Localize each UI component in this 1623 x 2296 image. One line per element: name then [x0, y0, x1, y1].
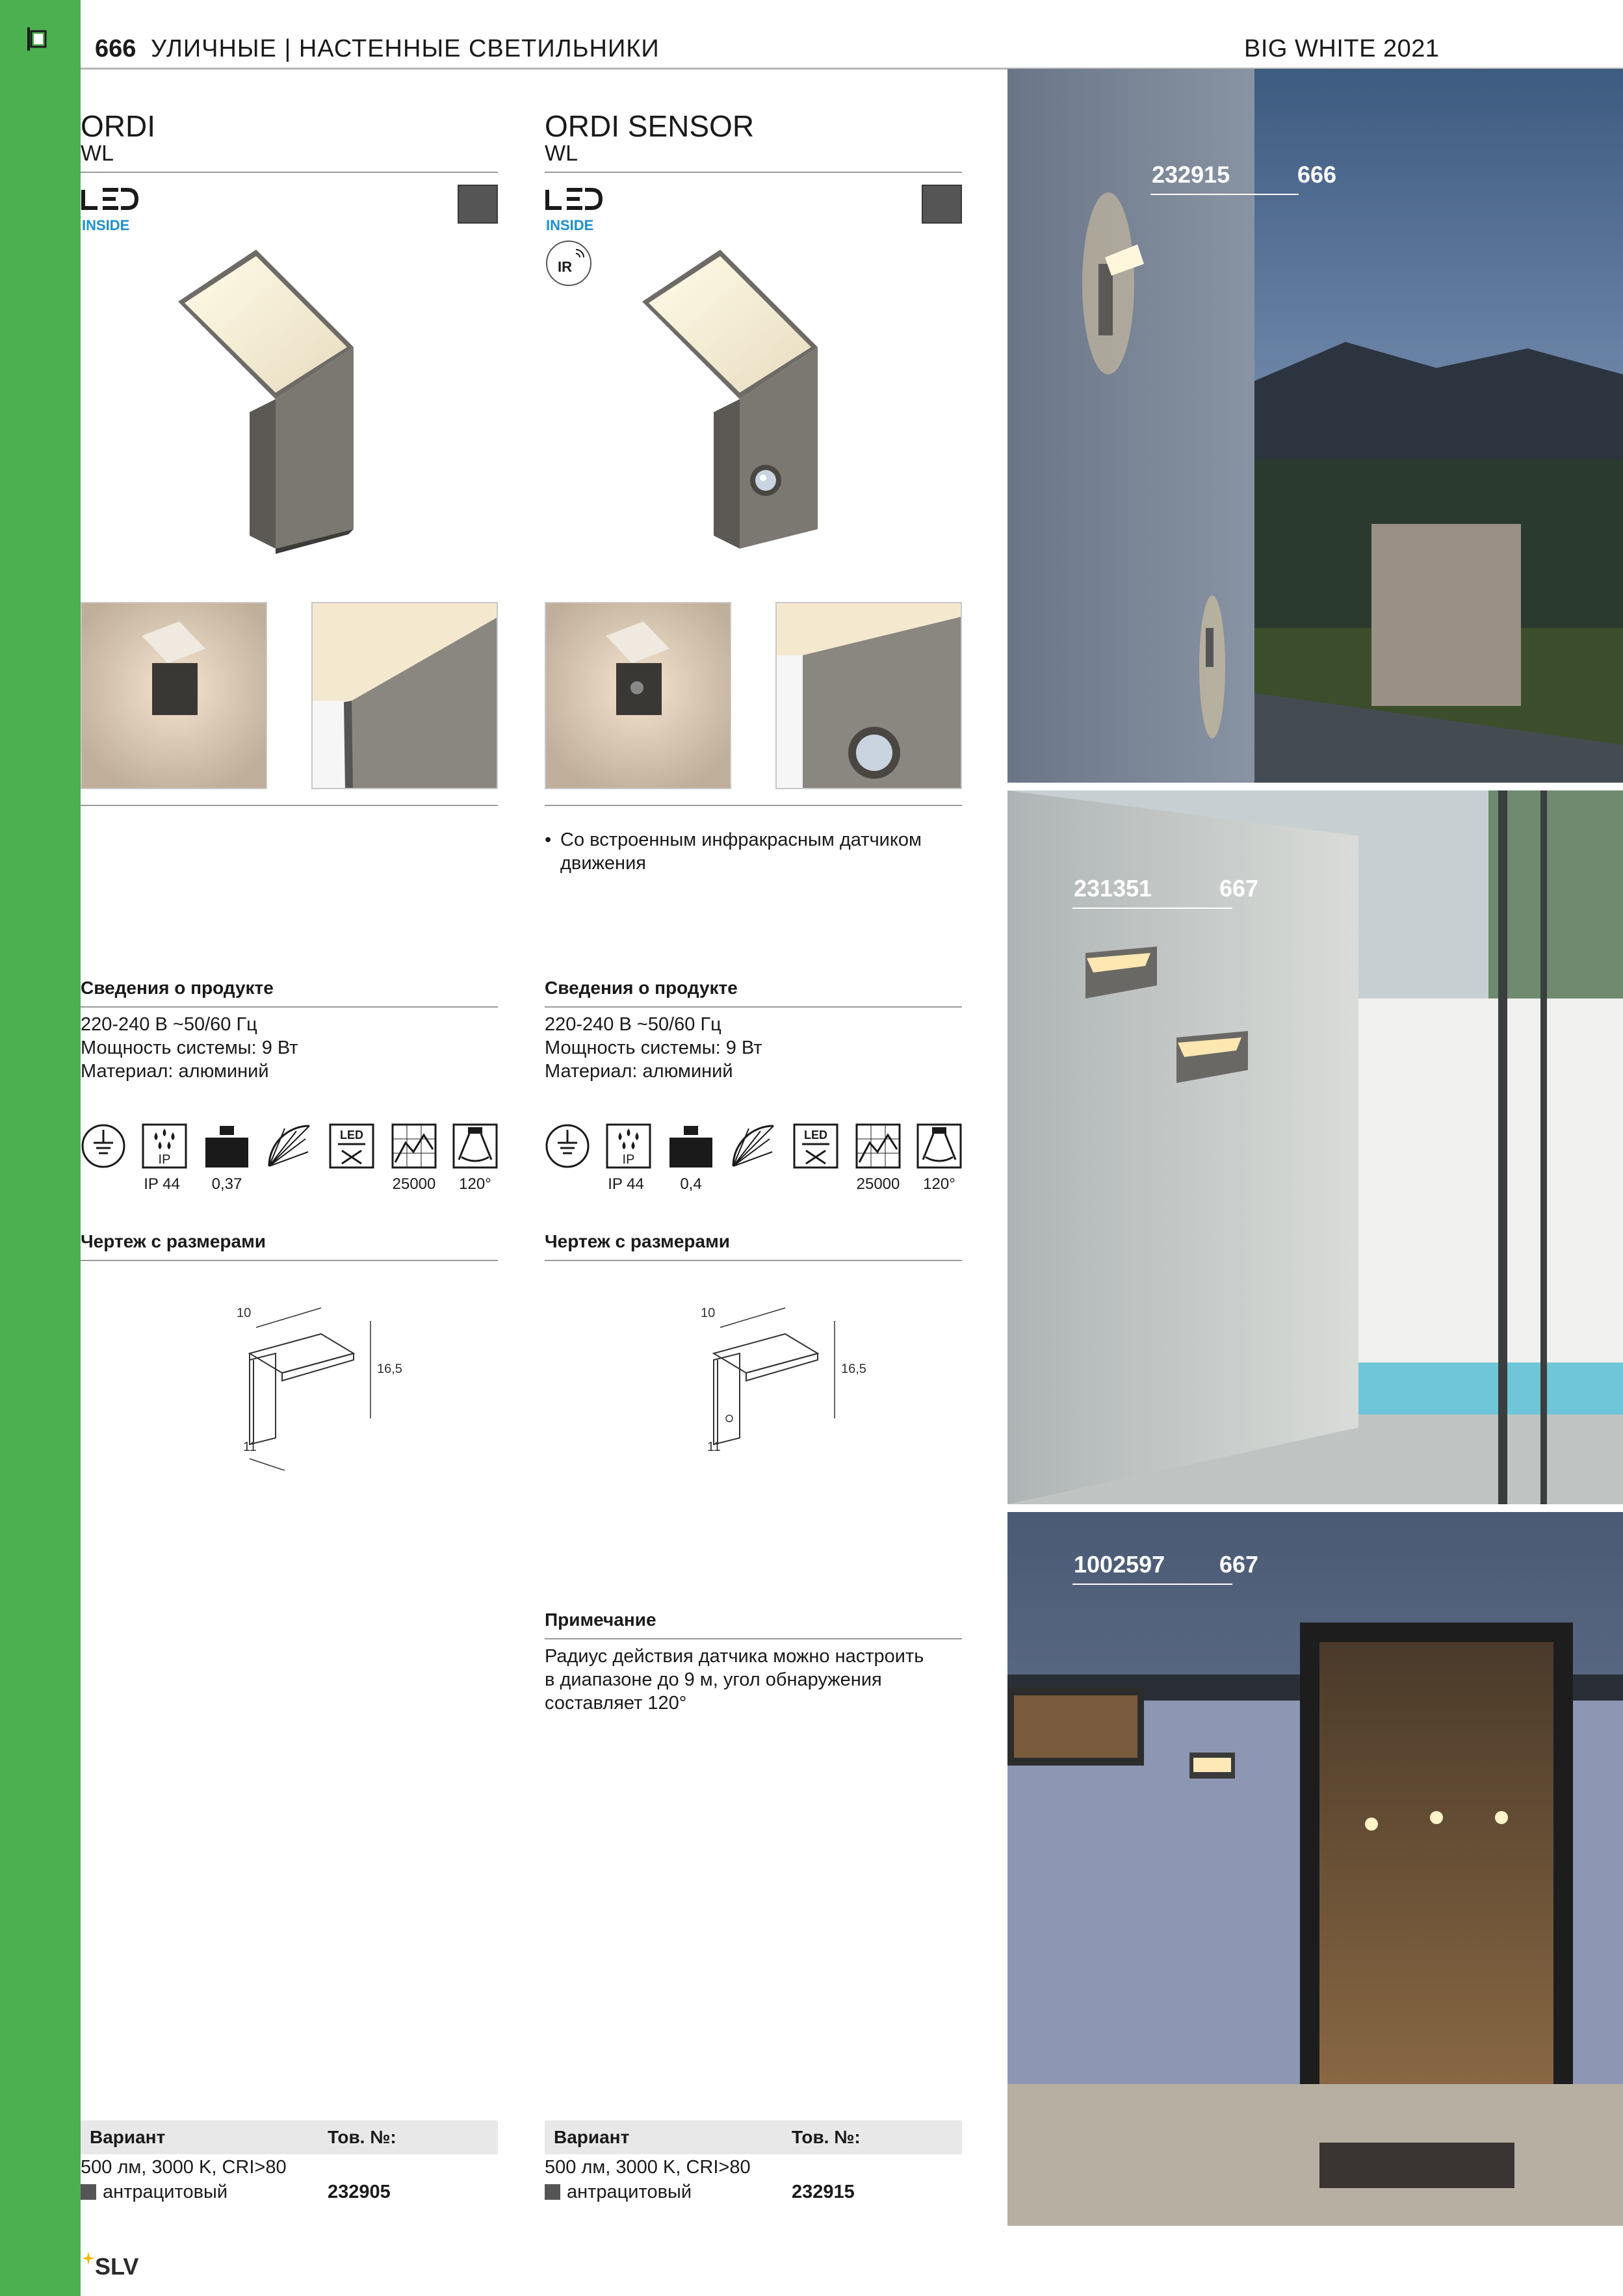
thumbnail-sensor-closeup — [775, 602, 962, 789]
weight-label: 0,4 — [680, 1175, 702, 1193]
item-number: 232905 — [328, 2182, 391, 2202]
protection-class-icon — [81, 1123, 126, 1169]
led-replaceable-icon — [329, 1123, 374, 1169]
drawing-heading: Чертеж с размерами — [545, 1231, 731, 1251]
ip-icon-text: IP — [158, 1153, 171, 1167]
note-line-2: в диапазоне до 9 м, угол обнаружения — [545, 1669, 882, 1690]
photo-page-ref: 667 — [1219, 1551, 1259, 1578]
led-inside-label: INSIDE — [546, 217, 594, 233]
variant-description: 500 лм, 3000 K, CRI>80 — [81, 2157, 287, 2178]
weight-label: 0,37 — [211, 1175, 242, 1193]
spec-voltage: 220-240 В ~50/60 Гц — [81, 1014, 257, 1035]
feature-bullet — [545, 828, 948, 875]
ambient-photo-entrance — [1007, 1512, 1623, 2226]
led-icon-text: LED — [804, 1128, 827, 1141]
product-column-ordi — [81, 111, 498, 2210]
item-number: 232915 — [792, 2182, 855, 2202]
variant-table-header — [81, 2120, 498, 2154]
title-rule — [545, 172, 962, 173]
drawing-rule — [545, 1260, 962, 1261]
detail-thumbnails — [81, 602, 498, 790]
led-inside-icon — [81, 185, 139, 237]
variant-color: антрацитовый — [567, 2182, 692, 2202]
feature-bullet-line-1: • Со встроенным инфракрасным датчиком — [560, 829, 922, 850]
ip-rating-label: IP 44 — [144, 1175, 180, 1193]
note-heading: Примечание — [545, 1610, 656, 1630]
product-column-ordi-sensor — [545, 111, 962, 2210]
variant-color-row — [545, 2182, 692, 2203]
dim-width: 11 — [707, 1440, 721, 1454]
itemno-heading: Тов. №: — [328, 2127, 396, 2147]
product-type: WL — [545, 141, 578, 166]
beam-angle-icon — [916, 1123, 962, 1169]
spec-voltage: 220-240 В ~50/60 Гц — [545, 1014, 721, 1035]
product-info-heading: Сведения о продукте — [545, 978, 738, 998]
note-rule — [545, 1638, 962, 1639]
info-rule — [545, 1006, 962, 1008]
info-rule — [81, 1006, 498, 1008]
drawing-heading: Чертеж с размерами — [81, 1231, 266, 1251]
itemno-heading: Тов. №: — [792, 2127, 861, 2147]
lifetime-label: 25000 — [392, 1175, 436, 1193]
thumbs-rule — [81, 805, 498, 806]
beam-angle-icon — [452, 1123, 498, 1169]
detail-thumbnails — [545, 602, 962, 790]
color-swatch-anthracite — [922, 185, 962, 224]
thumbnail-wall-glow — [81, 602, 267, 789]
photo-item-code: 232915 — [1152, 161, 1230, 188]
ambient-photo-dusk-wall — [1007, 69, 1623, 783]
wall-lamp-category-icon — [25, 23, 56, 55]
ip-rating-icon — [606, 1123, 651, 1169]
variant-table-header — [545, 2120, 962, 2154]
spec-icons — [81, 1123, 498, 1195]
photo-label-rule — [1150, 194, 1299, 195]
led-replaceable-icon — [793, 1123, 838, 1169]
spec-material: Материал: алюминий — [545, 1061, 733, 1082]
spec-material: Материал: алюминий — [81, 1061, 269, 1082]
product-image-ordi-sensor — [642, 250, 837, 562]
dim-depth: 10 — [237, 1306, 252, 1320]
product-type: WL — [81, 141, 114, 166]
note-line-1: Радиус действия датчика можно настроить — [545, 1646, 924, 1667]
anthracite-swatch-icon — [81, 2184, 96, 2200]
feature-bullet-line-2: движения — [560, 853, 646, 874]
anthracite-swatch-icon — [545, 2184, 560, 2200]
color-swatch-anthracite — [458, 185, 498, 224]
photo-item-code: 1002597 — [1074, 1551, 1165, 1578]
thumbnail-wall-glow — [545, 602, 731, 789]
ip-icon-text: IP — [622, 1153, 635, 1167]
weight-icon — [668, 1123, 714, 1169]
variant-heading: Вариант — [90, 2127, 166, 2147]
radiation-angle-icon — [731, 1123, 776, 1169]
title-rule — [81, 172, 498, 173]
thumbs-rule — [545, 805, 962, 806]
variant-description: 500 лм, 3000 K, CRI>80 — [545, 2157, 751, 2178]
slv-brand: SLV — [95, 2253, 139, 2280]
dim-height: 16,5 — [841, 1362, 866, 1376]
page-number: 666 — [95, 35, 136, 62]
led-icon-text: LED — [340, 1128, 363, 1141]
beam-angle-label: 120° — [923, 1175, 955, 1193]
weight-icon — [204, 1123, 250, 1169]
note-line-3: составляет 120° — [545, 1693, 687, 1714]
ip-rating-label: IP 44 — [608, 1175, 644, 1193]
photo-item-code: 231351 — [1074, 875, 1152, 902]
lifetime-hours-icon — [855, 1123, 901, 1169]
dim-depth: 10 — [701, 1306, 716, 1320]
lifetime-label: 25000 — [856, 1175, 900, 1193]
ir-label: IR — [558, 259, 572, 275]
spec-power: Мощность системы: 9 Вт — [81, 1037, 298, 1058]
dimension-drawing — [675, 1288, 870, 1470]
led-inside-label: INSIDE — [82, 217, 130, 233]
photo-page-ref: 667 — [1219, 875, 1259, 902]
catalog-title: BIG WHITE 2021 — [1244, 35, 1440, 62]
protection-class-icon — [545, 1123, 590, 1169]
ir-sensor-icon — [545, 239, 593, 287]
product-name: ORDI — [81, 109, 155, 143]
dim-height: 16,5 — [377, 1362, 402, 1376]
photo-label-rule — [1072, 907, 1232, 909]
spec-power: Мощность системы: 9 Вт — [545, 1037, 762, 1058]
product-info-heading: Сведения о продукте — [81, 978, 274, 998]
ip-rating-icon — [142, 1123, 187, 1169]
radiation-angle-icon — [266, 1123, 312, 1169]
drawing-rule — [81, 1260, 498, 1261]
dim-width: 11 — [243, 1440, 257, 1454]
thumbnail-closeup — [311, 602, 498, 789]
spec-icons — [545, 1123, 962, 1195]
variant-heading: Вариант — [554, 2127, 630, 2147]
photo-page-ref: 666 — [1297, 161, 1337, 188]
ambient-photo-pool-wall — [1007, 790, 1623, 1504]
section-title: УЛИЧНЫЕ | НАСТЕННЫЕ СВЕТИЛЬНИКИ — [151, 35, 660, 62]
led-inside-icon — [545, 185, 603, 237]
variant-color: антрацитовый — [103, 2182, 228, 2202]
photo-label-rule — [1072, 1584, 1232, 1585]
green-side-bar — [0, 0, 81, 2296]
variant-color-row — [81, 2182, 227, 2203]
product-image-ordi — [178, 250, 373, 562]
lifetime-hours-icon — [391, 1123, 437, 1169]
dimension-drawing — [211, 1288, 406, 1470]
product-name: ORDI SENSOR — [545, 109, 755, 143]
beam-angle-label: 120° — [459, 1175, 491, 1193]
